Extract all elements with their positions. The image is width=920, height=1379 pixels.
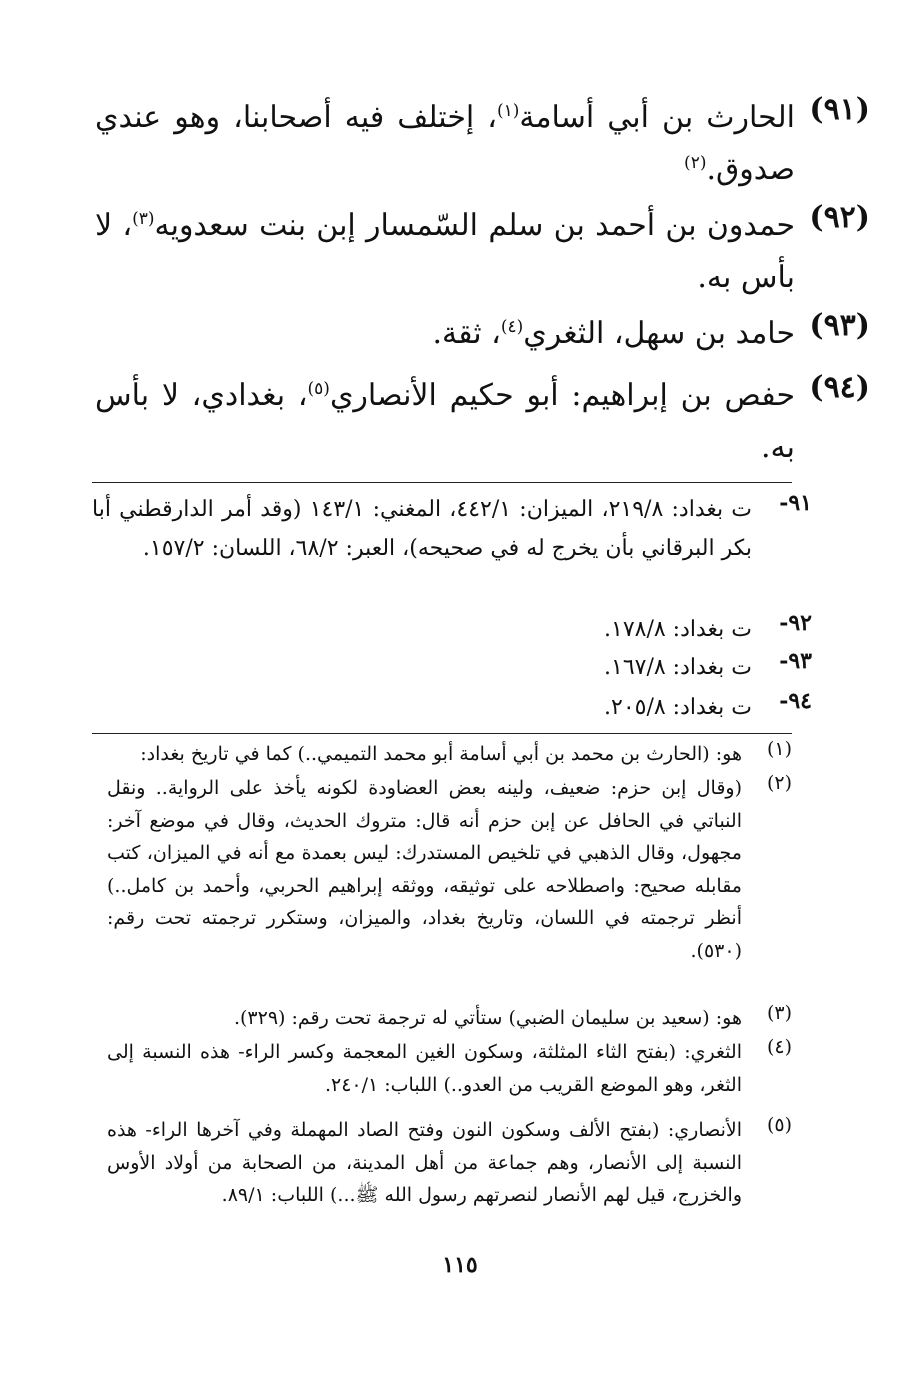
footnote-number: (٥) [766, 1114, 792, 1136]
footnote-ref: (٢) [684, 153, 707, 173]
entry-93 [95, 308, 870, 360]
footnote-1 [107, 738, 792, 771]
source-number: ٩٢- [779, 610, 812, 636]
entry-92 [95, 200, 870, 304]
source-94 [92, 688, 812, 727]
source-number: ٩١- [779, 490, 812, 516]
source-text: ت بغداد: ١٦٧/٨. [604, 655, 752, 680]
source-91 [92, 490, 812, 568]
footnote-text: هو: (الحارث بن محمد بن أبي أسامة أبو محمد التميمي..) كما في تاريخ بغداد: [140, 743, 742, 765]
footnote-number: (٤) [766, 1036, 792, 1058]
source-text: ت بغداد: ١٧٨/٨. [604, 617, 752, 642]
entry-number: (٩٤) [809, 370, 870, 405]
page-number: ١١٥ [442, 1252, 478, 1278]
footnote-divider [92, 733, 792, 734]
footnote-number: (٢) [766, 772, 792, 794]
footnote-text: هو: (سعيد بن سليمان الضبي) ستأتي له ترجمة تحت رقم: (٣٢٩). [233, 1007, 742, 1029]
entry-94 [95, 370, 870, 474]
footnote-3 [107, 1002, 792, 1035]
footnote-ref: (٥) [307, 379, 330, 399]
source-text: ت بغداد: ٢١٩/٨، الميزان: ٤٤٢/١، المغني: ١٤٣/١ (وقد أمر الدارقطني أبا بكر البرقاني بأن يخرج له في صحيحه)، العبر: ٦٨/٢، اللسان: ١٥٧/٢. [92, 497, 753, 561]
entry-text: حامد بن سهل، الثغري$^{(٤)}$، ثقة. [432, 316, 795, 351]
footnote-4 [107, 1036, 792, 1101]
source-number: ٩٣- [779, 648, 812, 674]
source-93 [92, 648, 812, 687]
footnote-number: (٣) [766, 1002, 792, 1024]
footnote-2 [107, 772, 792, 967]
entry-number: (٩٣) [809, 308, 870, 343]
source-text: ت بغداد: ٢٠٥/٨. [604, 695, 752, 720]
entry-number: (٩١) [809, 92, 870, 127]
source-92 [92, 610, 812, 649]
footnote-5 [107, 1114, 792, 1212]
footnote-ref: (١) [496, 101, 520, 121]
footnote-text: (وقال إبن حزم: ضعيف، ولينه بعض العضاودة لكونه يأخذ على الرواية.. ونقل النباتي في الحافل عن إبن حزم أنه قال: متروك الحديث، وقال في موضع آخر: مجهول، وقال الذهبي في تلخيص المستدرك: ليس بعمدة مع أنه في الميزان، كتب مقابله صحيح: واصطلاحه على توثيقه، ووثقه إبراهيم الحربي، وأحمد بن كامل..) أنظر ترجمته في اللسان، وتاريخ بغداد، والميزان، وستكرر ترجمته تحت رقم: (٥٣٠). [107, 777, 742, 962]
footnote-number: (١) [766, 738, 792, 760]
footnote-ref: (٤) [500, 317, 524, 337]
entry-number: (٩٢) [809, 200, 870, 235]
entry-text: الحارث بن أبي أسامة$^{(١)}$، إختلف فيه أصحابنا، وهو عندي صدوق.$^{(٢)}$ [95, 100, 795, 187]
entry-text: حفص بن إبراهيم: أبو حكيم الأنصاري$^{(٥)}$، بغدادي، لا بأس به. [95, 378, 795, 465]
footnote-text: الثغري: (بفتح الثاء المثلثة، وسكون الغين المعجمة وكسر الراء- هذه النسبة إلى الثغر، وهو الموضع القريب من العدو..) اللباب: ٢٤٠/١. [107, 1041, 742, 1096]
divider [92, 482, 792, 483]
source-number: ٩٤- [779, 688, 812, 714]
footnote-text: الأنصاري: (بفتح الألف وسكون النون وفتح الصاد المهملة وفي آخرها الراء- هذه النسبة إلى الأنصار، وهم جماعة من أهل المدينة، من الصحابة من أولاد الأوس والخزرج، قيل لهم الأنصار لنصرتهم رسول الله ﷺ...) اللباب: ٨٩/١. [107, 1119, 742, 1206]
footnote-ref: (٣) [132, 209, 155, 229]
entry-91 [95, 92, 870, 196]
entry-text: حمدون بن أحمد بن سلم السّمسار إبن بنت سعدويه$^{(٣)}$، لا بأس به. [95, 208, 796, 295]
